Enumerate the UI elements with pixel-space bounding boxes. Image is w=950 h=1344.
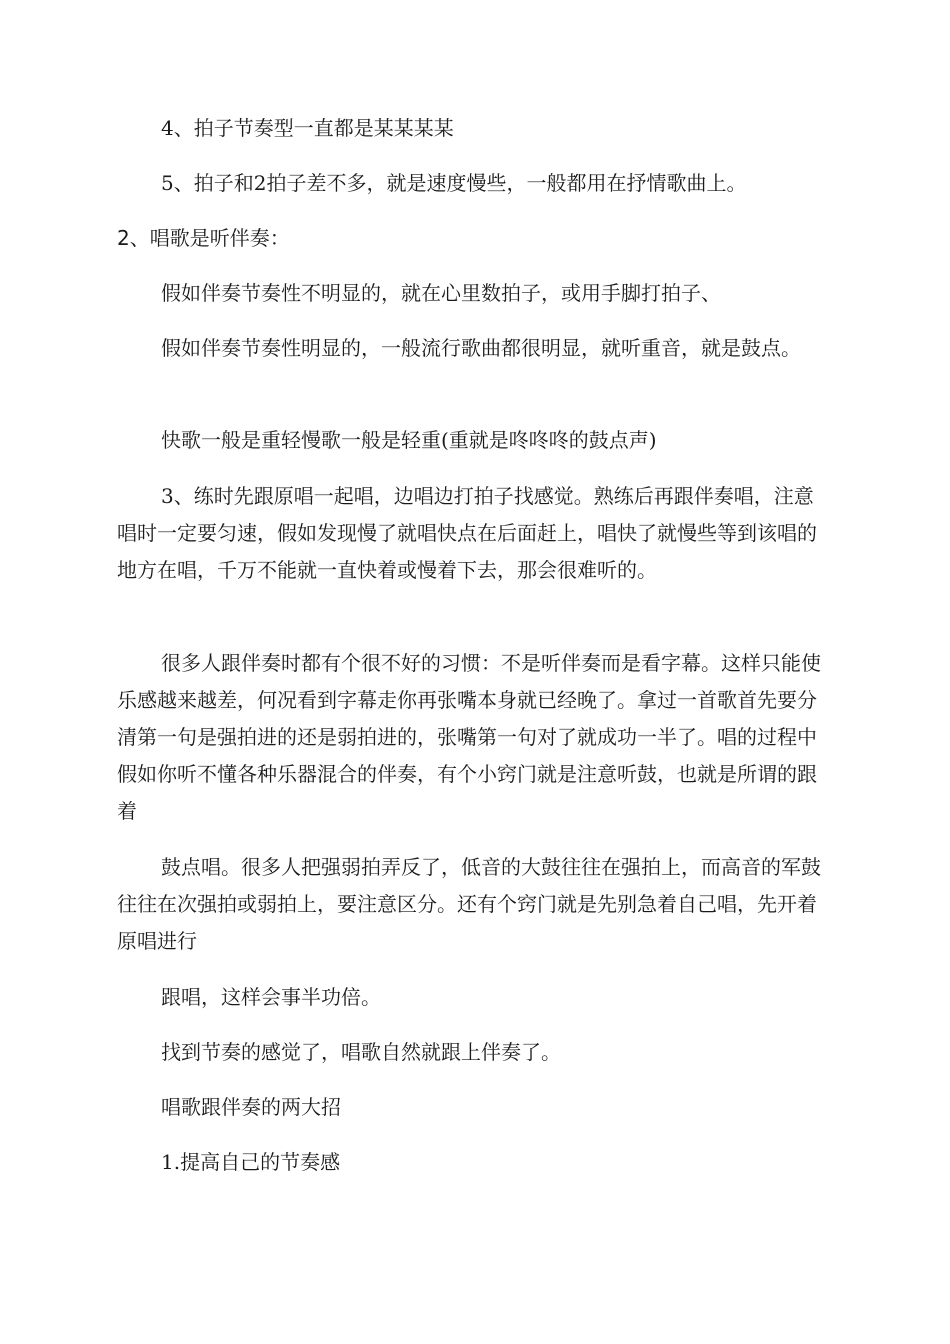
paragraph-unclear-rhythm: 假如伴奏节奏性不明显的，就在心里数拍子，或用手脚打拍子、 [161, 281, 721, 305]
paragraph-drum-beat: 鼓点唱。很多人把强弱拍弄反了，低音的大鼓往往在强拍上，而高音的军鼓往往在次强拍或弱拍上，要注意区分。还有个窍门就是先别急着自己唱，先开着原唱进行 [117, 855, 821, 953]
subheading-two-tips: 唱歌跟伴奏的两大招 [161, 1095, 341, 1119]
paragraph-clear-rhythm: 假如伴奏节奏性明显的，一般流行歌曲都很明显，就听重音，就是鼓点。 [161, 336, 801, 360]
paragraph-practice-3: 3、练时先跟原唱一起唱，边唱边打拍子找感觉。熟练后再跟伴奏唱，注意唱时一定要匀速，假如发现慢了就唱快点在后面赶上，唱快了就慢些等到该唱的地方在唱，千万不能就一直快着或慢着下去，那会很难听的。 [117, 484, 817, 582]
paragraph-find-rhythm: 找到节奏的感觉了，唱歌自然就跟上伴奏了。 [161, 1040, 561, 1064]
paragraph-beat-5: 5、拍子和2拍子差不多，就是速度慢些，一般都用在抒情歌曲上。 [161, 171, 747, 195]
list-item-1: 1.提高自己的节奏感 [161, 1150, 341, 1174]
paragraph-bad-habit: 很多人跟伴奏时都有个很不好的习惯：不是听伴奏而是看字幕。这样只能使乐感越来越差，何况看到字幕走你再张嘴本身就已经晚了。拿过一首歌首先要分清第一句是强拍进的还是弱拍进的，张嘴第一句对了就成功一半了。唱的过程中假如你听不懂各种乐器混合的伴奏，有个小窍门就是注意听鼓，也就是所谓的跟着 [117, 651, 821, 823]
paragraph-beat-4: 4、拍子节奏型一直都是某某某某 [161, 116, 454, 140]
paragraph-follow-sing: 跟唱，这样会事半功倍。 [161, 985, 381, 1009]
paragraph-fast-slow-songs: 快歌一般是重轻慢歌一般是轻重(重就是咚咚咚的鼓点声) [161, 428, 657, 452]
section-heading-2: 2、唱歌是听伴奏： [117, 226, 290, 250]
